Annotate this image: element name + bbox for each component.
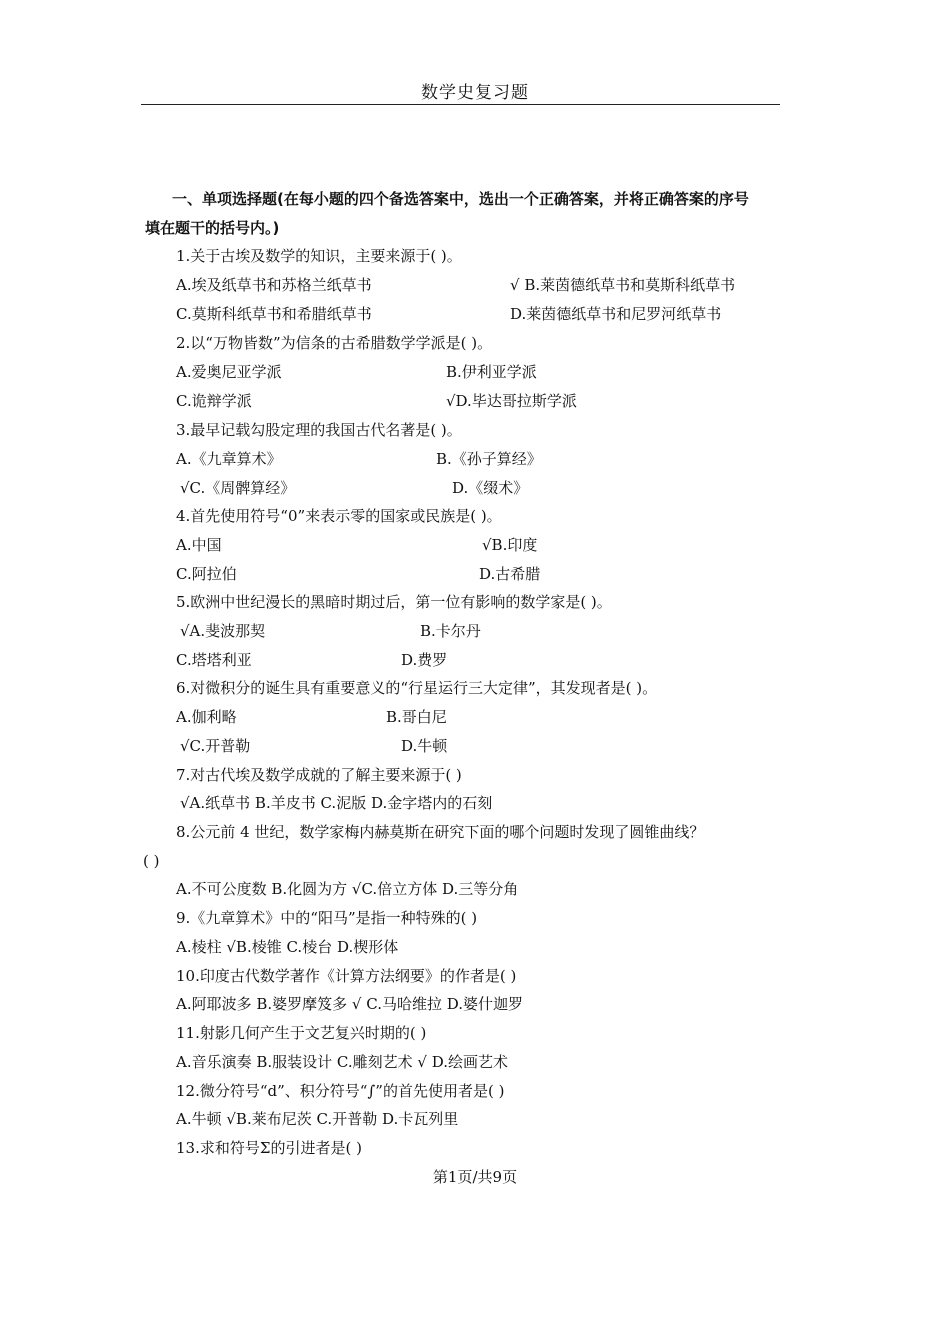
question-line: √ B.莱茵德纸草书和莫斯科纸草书 — [510, 276, 736, 294]
question-line: A.棱柱 √B.棱锥 C.棱台 D.楔形体 — [176, 938, 399, 956]
question-line: A.伽利略 — [176, 708, 237, 726]
question-line: 2.以“万物皆数”为信条的古希腊数学学派是( )。 — [176, 334, 493, 352]
question-line: 4.首先使用符号“0”来表示零的国家或民族是( )。 — [176, 507, 502, 525]
question-line: C.阿拉伯 — [176, 565, 237, 583]
question-line: √B.印度 — [482, 536, 538, 554]
page-number: 第1页/共9页 — [432, 1168, 518, 1186]
question-line: 8.公元前 4 世纪，数学家梅内赫莫斯在研究下面的哪个问题时发现了圆锥曲线？ — [176, 823, 705, 841]
question-line: B.卡尔丹 — [420, 622, 481, 640]
page-title: 数学史复习题 — [421, 83, 529, 103]
question-line: 7.对古代埃及数学成就的了解主要来源于( ) — [176, 766, 462, 784]
title-underline — [141, 104, 780, 105]
question-line: D.莱茵德纸草书和尼罗河纸草书 — [510, 305, 722, 323]
question-line: B.伊利亚学派 — [446, 363, 537, 381]
question-line: D.费罗 — [401, 651, 448, 669]
question-line: 5.欧洲中世纪漫长的黑暗时期过后，第一位有影响的数学家是( )。 — [176, 593, 612, 611]
question-line: √A.纸草书 B.羊皮书 C.泥版 D.金字塔内的石刻 — [180, 794, 493, 812]
question-line: 9.《九章算术》中的“阳马”是指一种特殊的( ) — [176, 909, 478, 927]
question-line: 11.射影几何产生于文艺复兴时期的( ) — [176, 1024, 427, 1042]
question-line: A.《九章算术》 — [176, 450, 282, 468]
question-line: ( ) — [143, 852, 160, 870]
question-line: √C.《周髀算经》 — [180, 479, 296, 497]
question-line: √A.斐波那契 — [180, 622, 266, 640]
question-line: √D.毕达哥拉斯学派 — [446, 392, 577, 410]
question-line: D.《缀术》 — [452, 479, 529, 497]
question-line: A.不可公度数 B.化圆为方 √C.倍立方体 D.三等分角 — [176, 880, 519, 898]
question-line: A.爱奥尼亚学派 — [176, 363, 282, 381]
question-line: A.埃及纸草书和苏格兰纸草书 — [176, 276, 372, 294]
question-line: A.牛顿 √B.莱布尼茨 C.开普勒 D.卡瓦列里 — [176, 1110, 459, 1128]
question-line: A.中国 — [176, 536, 222, 554]
question-line: C.莫斯科纸草书和希腊纸草书 — [176, 305, 372, 323]
question-line: 12.微分符号“d”、积分符号“∫”的首先使用者是( ) — [176, 1082, 505, 1100]
question-line: B.《孙子算经》 — [436, 450, 542, 468]
question-line: 13.求和符号Σ的引进者是( ) — [176, 1139, 362, 1157]
question-line: B.哥白尼 — [386, 708, 447, 726]
question-line: 3.最早记载勾股定理的我国古代名著是( )。 — [176, 421, 462, 439]
section-heading-line-1: 一、单项选择题(在每小题的四个备选答案中，选出一个正确答案，并将正确答案的序号 — [172, 190, 749, 208]
section-heading-line-2: 填在题干的括号内。) — [145, 219, 280, 237]
question-line: A.阿耶波多 B.婆罗摩笈多 √ C.马哈维拉 D.婆什迦罗 — [176, 995, 523, 1013]
question-line: D.古希腊 — [479, 565, 541, 583]
question-line: √C.开普勒 — [180, 737, 251, 755]
question-line: 6.对微积分的诞生具有重要意义的“行星运行三大定律”，其发现者是( )。 — [176, 679, 658, 697]
question-line: D.牛顿 — [401, 737, 448, 755]
question-line: C.诡辩学派 — [176, 392, 252, 410]
question-line: 1.关于古埃及数学的知识，主要来源于( )。 — [176, 247, 462, 265]
question-line: C.塔塔利亚 — [176, 651, 252, 669]
question-line: A.音乐演奏 B.服装设计 C.雕刻艺术 √ D.绘画艺术 — [176, 1053, 508, 1071]
question-line: 10.印度古代数学著作《计算方法纲要》的作者是( ) — [176, 967, 517, 985]
